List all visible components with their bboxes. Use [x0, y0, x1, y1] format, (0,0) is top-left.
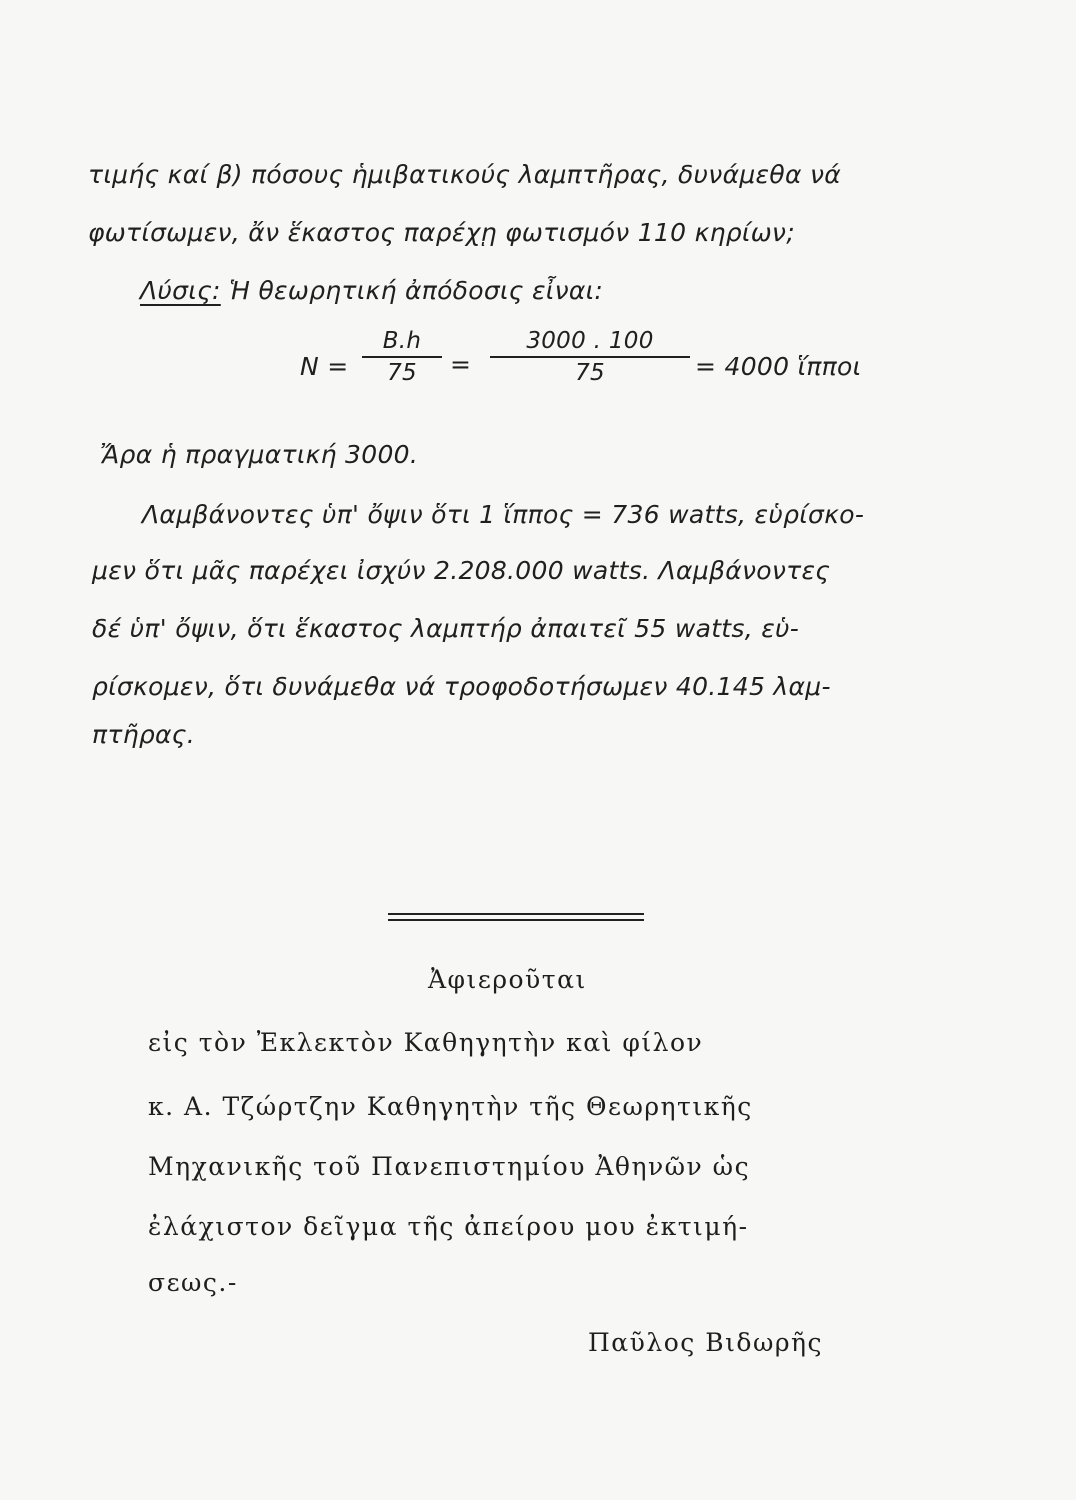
dedication-heading: Ἀφιεροῦται	[428, 965, 587, 994]
formula-result: = 4000 ἵπποι	[695, 352, 862, 381]
formula-fraction-1-numerator: B.h	[382, 328, 422, 354]
body-line-1: τιμής καί β) πόσους ἡμιβατικούς λαμπτῆρας, δυνάμεθα νά	[88, 160, 842, 189]
formula-fraction-1-bar	[362, 356, 442, 358]
body-line-2: φωτίσωμεν, ἄν ἕκαστος παρέχῃ φωτισμόν 110 κηρίων;	[88, 218, 795, 247]
formula-fraction-2	[490, 328, 690, 386]
para-line-5: πτῆρας.	[92, 720, 196, 749]
dedication-line-4: ἐλάχιστον δεῖγμα τῆς ἀπείρου μου ἐκτιμή-	[148, 1212, 749, 1241]
solution-intro: Ἡ θεωρητική ἀπόδοσις εἶναι:	[229, 276, 604, 305]
formula-fraction-2-bar	[490, 356, 690, 358]
separator-rule-top	[388, 913, 644, 915]
solution-line	[140, 276, 603, 305]
actual-power-line: Ἄρα ἡ πραγματική 3000.	[100, 440, 419, 469]
formula-fraction-2-numerator: 3000 . 100	[526, 328, 654, 354]
dedication-line-1: εἰς τὸν Ἐκλεκτὸν Καθηγητὴν καὶ φίλον	[148, 1028, 704, 1057]
formula-lhs: N =	[300, 352, 349, 381]
solution-label: Λύσις:	[140, 276, 221, 305]
para-line-4: ρίσκομεν, ὅτι δυνάμεθα νά τροφοδοτήσωμεν 40.145 λαμ-	[92, 672, 831, 701]
formula-fraction-1-denominator: 75	[387, 360, 417, 386]
dedication-line-3: Μηχανικῆς τοῦ Πανεπιστημίου Ἀθηνῶν ὡς	[148, 1152, 751, 1181]
para-line-1: Λαμβάνοντες ὑπ' ὄψιν ὅτι 1 ἵππος = 736 watts, εὑρίσκο-	[142, 500, 865, 529]
signature: Παῦλος Βιδωρῆς	[588, 1328, 824, 1357]
para-line-3: δέ ὑπ' ὄψιν, ὅτι ἕκαστος λαμπτήρ ἀπαιτεῖ 55 watts, εὑ-	[92, 614, 800, 643]
formula-fraction-1	[362, 328, 442, 386]
power-formula	[300, 328, 920, 408]
para-line-2: μεν ὅτι μᾶς παρέχει ἰσχύν 2.208.000 watts. Λαμβάνοντες	[92, 556, 831, 585]
dedication-line-2: κ. Α. Τζώρτζην Καθηγητὴν τῆς Θεωρητικῆς	[148, 1092, 753, 1121]
formula-fraction-2-denominator: 75	[575, 360, 605, 386]
separator-rule-bottom	[388, 919, 644, 921]
formula-equals: =	[450, 350, 472, 379]
dedication-line-5: σεως.-	[148, 1268, 238, 1297]
